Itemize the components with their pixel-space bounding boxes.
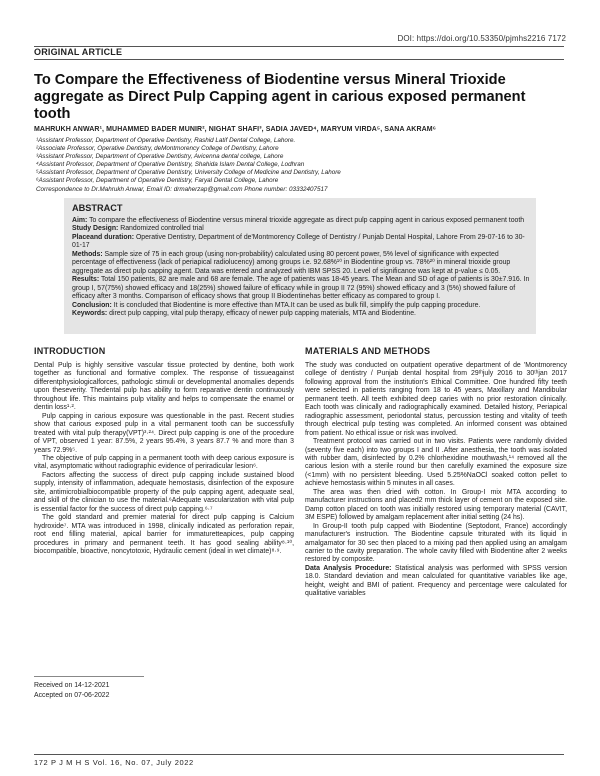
- abstract-results-text: Total 150 patients, 82 are male and 68 are female. The age of patients was 18-45 years. The Mean and SD of age of patients is 30±7.916. In group I, 57(75%) showed efficacy and 18(25%) showed failure of efficacy while in group II 72 (95%) showed efficacy and 3 (5%) showed failure of efficacy after 3 months. Comparison of efficacy shows that group II Biodentinehas better efficacy as compared to group I.: [72, 276, 530, 300]
- abstract-conclusion: [72, 302, 532, 311]
- abstract-design-text: Randomized controlled trial: [118, 225, 204, 232]
- abstract-aim-label: Aim:: [72, 216, 88, 224]
- abstract-aim-text: To compare the effectiveness of Biodentine versus mineral trioxide aggregate as direct pulp capping agent in carious exposed permanent tooth: [87, 216, 525, 224]
- abstract-heading: ABSTRACT: [72, 203, 123, 213]
- accepted-date: Accepted on 07-06-2022: [34, 691, 110, 699]
- received-divider: [34, 676, 144, 677]
- footer-divider: [34, 754, 564, 755]
- abstract-keywords-label: Keywords:: [72, 310, 108, 317]
- abstract-place-label: Placeand duration:: [72, 233, 135, 241]
- intro-paragraph-1: Dental Pulp is highly sensitive vascular tissue protected by dentine, both work together as functional and formative complex. The response of tissueagainst differentphysiologicalforces, pathologic stimuli or developmental anomalies depends upon theseverity. Thedental pulp has ability to form reparative dentin continuously throughout life. This maintains pulp vitality and helps to compensate the enamel or dentin loss¹·².: [34, 362, 294, 412]
- abstract-conclusion-text: It is concluded that Biodentine is more effective than MTA.It can be used as bulk fill, simplify the pulp capping procedure.: [111, 301, 481, 309]
- analysis-label: Data Analysis Procedure:: [305, 564, 392, 572]
- abstract-methods: [72, 251, 532, 277]
- introduction-body: [34, 362, 294, 556]
- analysis-text: Statistical analysis was performed with SPSS version 18.0. Standard deviation and mean calculated for quantitative variables like age, height, weight and BMI of patient. Frequency and percentage were calculated for qualitative variables: [305, 564, 567, 598]
- received-date: Received on 14-12-2021: [34, 682, 110, 689]
- abstract-results-label: Results:: [72, 276, 100, 283]
- article-type-divider: [34, 59, 564, 60]
- author-list: MAHRUKH ANWAR¹, MUHAMMED BADER MUNIR², NIGHAT SHAFI³, SADIA JAVED⁴, MARYUM VIRDA⁵, SANA AKRAM⁶: [34, 126, 437, 133]
- abstract-conclusion-label: Conclusion:: [72, 301, 112, 309]
- intro-paragraph-3: The objective of pulp capping in a permanent tooth with deep carious exposure is vital, asymptomatic without radiographic evidence of periradicular lesion⁶.: [34, 454, 294, 471]
- received-dates: [34, 681, 109, 700]
- methods-paragraph-1: The study was conducted on outpatient operative department of de 'Montmorency college of dentistry / Punjab dental hospital from 29ᵗʰjuly 2016 to 30ᵗʰjan 2017 following approval from the institution's Ethical Committee. One hundred fifty teeth were selected in patients ranging from 18 to 45 years, Maxillary and Mandibular permanent teeth. All teeth exhibited deep caries with no prior restoration clinically. Each tooth was clinically and radiographically examined. Detailed history, Periapical radiographic assessment, periodontal status, percussion testing and vitality of teeth through electrical pulp testing was completed. An informed consent was obtained from patient. No ethical issue or risk was involved.: [305, 362, 567, 437]
- intro-paragraph-2: Pulp capping in carious exposure was questionable in the past. Recent studies show that carious exposed pulp in a vital permanent tooth can be successfully treated with vital pulp therapy(VPT)³·²⁴. Direct pulp capping is one of the procedure of VPT, observed 1 year: 87.5%, 2 years 95.4%, 3 years 87.7 % and more than 3 years 72.9%⁵.: [34, 412, 294, 454]
- methods-paragraph-3: The area was then dried with cotton. In Group-I mix MTA according to manufacturer instructions and placed2 mm thick layer of cement on the exposed site. Damp cotton placed on tooth was initially restored using temporary material (CAVIT, 3M ESPE) followed by amalgam replacement after initial setting (24 hs).: [305, 488, 567, 522]
- intro-paragraph-4: Factors affecting the success of direct pulp capping include sustained blood supply, intensity of inflammation, adequate hemostasis, disinfection of the exposure site, antimicrobialbiocompatible property of the pulp capping agent, adequate seal, and skill of the clinician to use the material.⁶Adequate vascularization with vital pulp is essential factor for the success of direct pulp capping.⁶·⁷: [34, 471, 294, 513]
- affiliation-6: ⁶Assistant Professor, Department of Operative Dentistry, Faryal Dental College, Lahore: [36, 177, 279, 185]
- correspondence: Correspondence to Dr.Mahrukh Anwar, Email ID: drmaherzap@gmail.com Phone number: 03332407517: [36, 185, 328, 193]
- affiliations: [36, 137, 556, 194]
- abstract-aim: [72, 217, 532, 226]
- affiliation-4: ⁴Assistant Professor, Department of Operative Dentistry, Shahida Islam Dental College, Lodhran: [36, 161, 305, 169]
- abstract-results: [72, 276, 532, 302]
- methods-body: [305, 362, 567, 599]
- abstract-design: [72, 225, 532, 234]
- abstract-design-label: Study Design:: [72, 225, 119, 232]
- methods-paragraph-5: [305, 565, 567, 599]
- abstract-place-text: Operative Dentistry, Department of de'Montmorency College of Dentistry / Punjab Dental Hospital, Lahore From 29-07-16 to 30-01-17: [72, 233, 525, 249]
- affiliation-3: ³Assistant Professor, Department of Operative Dentistry, Avicenna dental college, Lahore: [36, 153, 284, 161]
- article-type: ORIGINAL ARTICLE: [34, 47, 123, 57]
- methods-heading: MATERIALS AND METHODS: [305, 346, 431, 356]
- introduction-heading: INTRODUCTION: [34, 346, 106, 356]
- intro-paragraph-5: The gold standard and premier material for direct pulp capping is Calcium hydroxide⁷. MTA was introduced in 1998, clinically indicated as perforation repair, root end filling material, apical barrier for immaturetteapices, pulp capping procedures in primary and permanent teeth. It has good sealing ability⁸·¹⁰, biocompatible, bioactive, noncytotoxic, Hydraulic cement (ideal in wet climate)⁸·⁹.: [34, 514, 294, 555]
- article-title: To Compare the Effectiveness of Biodentine versus Mineral Trioxide aggregate as Direct Pulp Capping agent in carious exposed permanent tooth: [34, 72, 526, 122]
- affiliation-5: ⁵Assistant Professor, Department of Operative Dentistry, University College of Medicine and Dentistry, Lahore: [36, 169, 341, 177]
- methods-paragraph-2: Treatment protocol was carried out in two visits. Patients were randomly divided (seventy five each) into two groups I and II .After anesthesia, the tooth was isolated with rubber dam, disinfected by 0.2% chlorhexidine mouthwash,¹⁴ removed all the carious lesion with a sterile round bur then carefully examined the exposure size (<1mm) with no persistent bleeding. Used 5.25%NaOCl soaked cotton pellet to achieve hemostasis within 5 minutes in all cases.: [305, 438, 567, 488]
- abstract-keywords-text: direct pulp capping, vital pulp therapy, efficacy of newer pulp capping materials, MTA and Biodentine.: [107, 310, 416, 317]
- affiliation-2: ²Associate Professor, Operative Dentistry, deMontmorency College of Dentistry, Lahore: [36, 145, 279, 153]
- abstract-methods-label: Methods:: [72, 250, 103, 258]
- abstract-place: [72, 234, 532, 251]
- page-footer: 172 P J M H S Vol. 16, No. 07, July 2022: [34, 758, 194, 767]
- doi-link[interactable]: DOI: https://doi.org/10.53350/pjmhs2216 7172: [397, 34, 566, 43]
- methods-paragraph-4: In Group-II tooth pulp capped with Biodentine (Septodont, France) accordingly manufacturer's instruction. The Biodentine capsule triturated with its liquid in amalgamator for 30 sec then placed to a mixing pad then applied using an amalgam carrier to the cavity preparation. The whole cavity filled with Biodentine after 2 weeks restored by composite.: [305, 522, 567, 564]
- affiliation-1: ¹Assistant Professor, Department of Operative Dentistry, Rashid Latif Dental College, Lahore.: [36, 137, 296, 144]
- abstract-methods-text: Sample size of 75 in each group (using non-probability) calculated using 80 percent power, 5% level of significance with expected percentage of effectiveness (lack of periapical radiolucency) among groups i.e. 92.68%¹⁰ in Biodentine group vs. 78%²⁰ in mineral trioxide group aggregate as direct pulp capping agent. Data was entered and analyzed with IBM SPSS 20. Level of significance was kept at p-value ≤ 0.05.: [72, 250, 511, 275]
- abstract: [72, 204, 532, 319]
- abstract-keywords: [72, 310, 532, 319]
